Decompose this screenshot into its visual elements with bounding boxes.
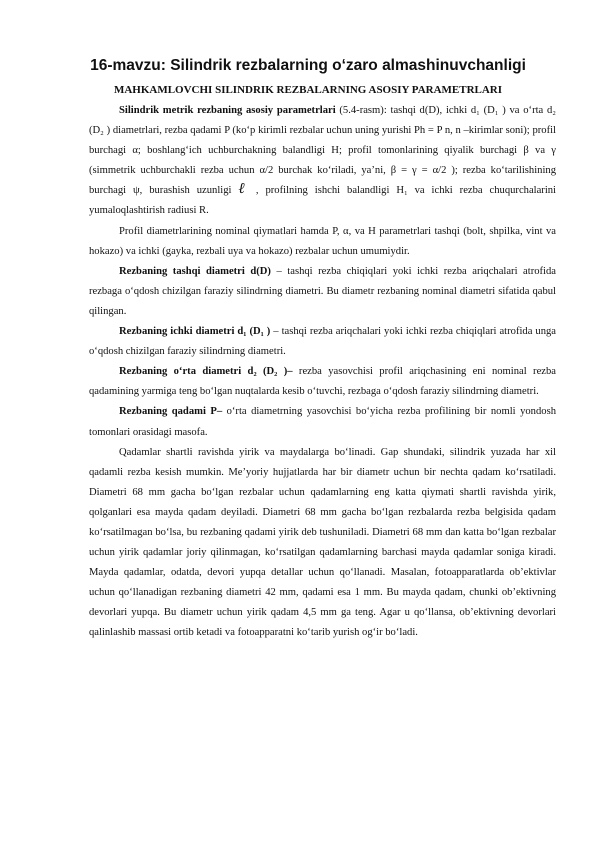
paragraph-text: (5.4-rasm): tashqi d(D), ichki d₁ (D₁ ) va o‘rta d₂ (D₂ ) diametrlari, rezba qadami P (ko‘p kirimli rezbalar uchun uning yurishi Ph = P n, n –kirimlar soni); profil burchagi α; boshlang‘ich uchburchakning balandligi H; profil tomonlarining qiyalik burchagi β va γ (simmetrik uchburchakli rezba uchun α/2 burchak ko‘riladi, ya’ni, β = γ = α/2 ); rezba ko‘tarilishining burchagi ψ, burashish uzunligi	[89, 105, 556, 197]
term-inner-diameter: Rezbaning ichki diametri d₁ (D₁ )	[119, 326, 271, 338]
paragraph-text-tail: , profilning ishchi balandligi H₁ va ichki rezba chuqurchalarini yumaloqlashtirish radiusi R.	[89, 185, 557, 217]
paragraph-text: rezba yasovchisi profil ariqchasining eni nominal rezba qadamining yarmiga teng bo‘lgan nuqtalarda kesib o‘tuvchi, rezbaga o‘qdosh faraziy silindrning diametri.	[89, 366, 556, 398]
paragraph-text: o‘rta diametrning yasovchisi bo‘yicha rezba profilining bir nomli yondosh tomonlari orasidagi masofa.	[89, 406, 556, 438]
paragraph-text: – tashqi rezba ariqchalari yoki ichki rezba chiqiqlari atrofida unga o‘qdosh chizilgan faraziy silindrning diametri.	[89, 326, 556, 358]
paragraph-thread-pitch	[89, 402, 556, 442]
paragraph-text: Qadamlar shartli ravishda yirik va maydalarga bo‘linadi. Gap shundaki, silindrik yuzada har xil qadamli rezba kesish mumkin. Me’yoriy hujjatlarda har bir diametr uchun bir nechta qadam ko‘rsatiladi. Diametri 68 mm gacha bo‘lgan rezbalar uchun qadamlarning eng katta qiymati shartli ravishda yirik, qolganlari esa mayda qadam deyiladi. Diametri 68 mm gacha bo‘lgan rezbalarda rezba belgisida qadam ko‘rsatilmagan bo‘lsa, bu rezbaning qadami yirik deb tushuniladi. Diametri 68 mm dan katta bo‘lgan rezbalar uchun yirik qadamlar joriy qilinmagan, ko‘rsatilgan qadamlarning barchasi mayda qadamlar soniga kiradi. Mayda qadamlar, odatda, devori yupqa detallar uchun qo‘llanadi. Masalan, fotoapparatlarda ob’ektivlar uchun qo‘llanadigan rezbaning diametri 42 mm, qadami esa 1 mm. Bu mayda qadam, chunki ob’ektivning devorlari yupqa. Bu diametr uchun yirik qadam 4,5 mm ga teng. Agar u qo‘llansa, ob’ektivning devorlari qalinlashib massasi ortib ketadi va fotoapparatni ko‘tarib yurish og‘ir bo‘ladi.	[89, 446, 556, 639]
paragraph-outer-diameter	[89, 262, 556, 322]
term-pitch-diameter: Rezbaning o‘rta diametri d₂ (D₂ )–	[119, 366, 293, 378]
paragraph-pitch-diameter	[89, 362, 556, 402]
paragraph-inner-diameter	[89, 322, 556, 362]
term-main-parameters: Silindrik metrik rezbaning asosiy parametrlari	[119, 105, 336, 116]
section-heading: MAHKAMLOVCHI SILINDRIK REZBALARNING ASOSIY PARAMETRLARI	[113, 84, 503, 96]
page-title: 16-mavzu: Silindrik rezbalarning o‘zaro almashinuvchanligi	[90, 57, 526, 74]
term-thread-pitch: Rezbaning qadami P–	[119, 406, 223, 418]
paragraph-text: Profil diametrlarining nominal qiymatlari hamda P, α, va H parametrlari tashqi (bolt, shpilka, vint va hokazo) va ichki (gayka, rezbali uya va hokazo) rezbalar uchun umumiydir.	[89, 225, 556, 257]
paragraph-main-parameters	[89, 101, 556, 222]
term-outer-diameter: Rezbaning tashqi diametri d(D)	[119, 265, 271, 277]
paragraph-coarse-fine-pitch	[89, 443, 556, 644]
length-symbol: ℓ	[238, 181, 249, 198]
paragraph-nominal-values	[89, 222, 556, 262]
paragraph-text: – tashqi rezba chiqiqlari yoki ichki rezba ariqchalari atrofida rezbaga o‘qdosh chizilgan faraziy silindrning diametri. Bu diametr rezbaning nominal diametri sifatida qabul qilingan.	[89, 265, 556, 317]
document-body	[89, 101, 556, 644]
